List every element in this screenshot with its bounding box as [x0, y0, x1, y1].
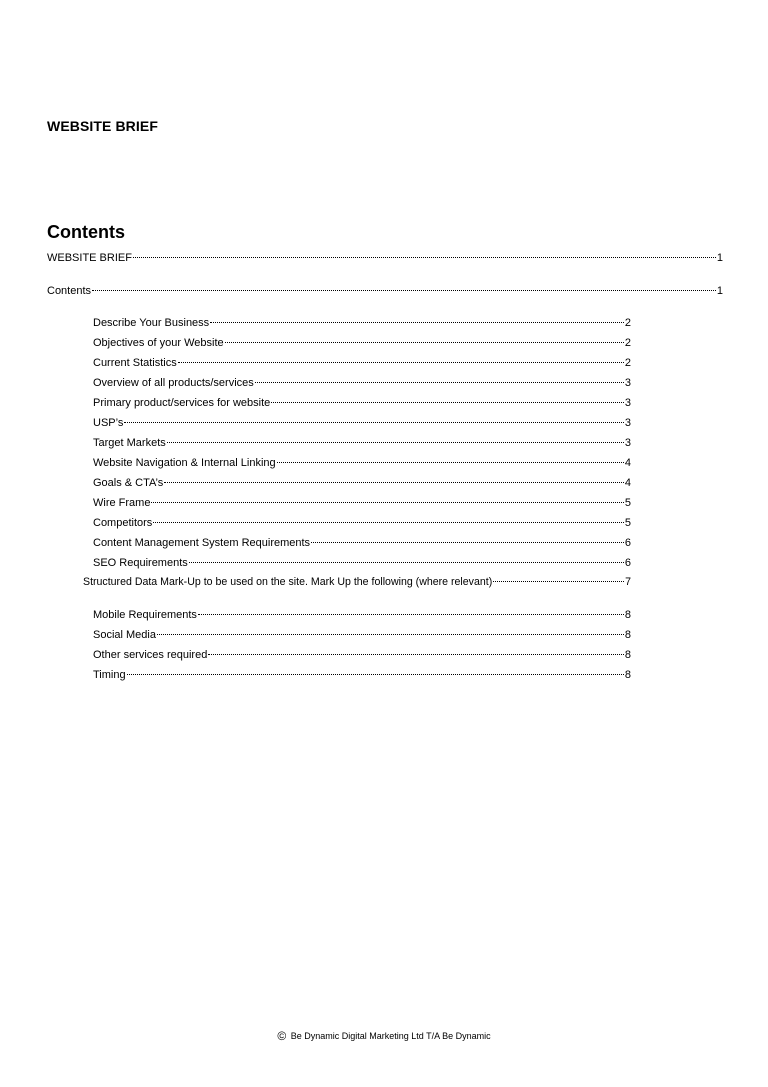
- toc-entry[interactable]: [93, 607, 631, 623]
- toc-entry-label: Content Management System Requirements: [93, 537, 311, 549]
- toc-entry-label: Target Markets: [93, 437, 166, 449]
- toc-dot-leader: [157, 634, 624, 635]
- toc-dot-leader: [189, 562, 624, 563]
- toc-page-number: 8: [624, 629, 631, 641]
- toc-page-number: 1: [716, 285, 723, 297]
- toc-page-number: 4: [624, 457, 631, 469]
- toc-entry[interactable]: [93, 475, 631, 491]
- toc-entry[interactable]: [93, 647, 631, 663]
- toc-entry-label: Wire Frame: [93, 497, 151, 509]
- toc-entry-label: Primary product/services for website: [93, 397, 271, 409]
- toc-page-number: 5: [624, 497, 631, 509]
- toc-entry[interactable]: [93, 555, 631, 571]
- toc-dot-leader: [208, 654, 624, 655]
- toc-entry[interactable]: [93, 335, 631, 351]
- document-title: WEBSITE BRIEF: [47, 118, 158, 134]
- toc-entry[interactable]: [93, 315, 631, 331]
- toc-entry-label: SEO Requirements: [93, 557, 188, 569]
- toc-entry[interactable]: [93, 375, 631, 391]
- toc-entry[interactable]: [93, 495, 631, 511]
- toc-dot-leader: [198, 614, 624, 615]
- toc-entry[interactable]: [93, 515, 631, 531]
- toc-page-number: 6: [624, 557, 631, 569]
- toc-dot-leader: [151, 502, 623, 503]
- toc-page-number: 8: [624, 669, 631, 681]
- toc-entry-label: Goals & CTA’s: [93, 477, 164, 489]
- toc-page-number: 3: [624, 377, 631, 389]
- toc-entry-label: Objectives of your Website: [93, 337, 224, 349]
- toc-page-number: 7: [625, 576, 631, 588]
- toc-entry-label: Current Statistics: [93, 357, 177, 369]
- toc-entry[interactable]: [47, 250, 723, 266]
- toc-entry-label: Mobile Requirements: [93, 609, 197, 621]
- toc-dot-leader: [493, 581, 624, 582]
- toc-entry[interactable]: [93, 667, 631, 683]
- toc-page-number: 8: [624, 609, 631, 621]
- toc-dot-leader: [133, 257, 716, 258]
- toc-entry[interactable]: [93, 415, 631, 431]
- toc-entry[interactable]: [93, 627, 631, 643]
- toc-entry[interactable]: [93, 435, 631, 451]
- toc-page-number: 8: [624, 649, 631, 661]
- toc-dot-leader: [124, 422, 624, 423]
- toc-dot-leader: [92, 290, 716, 291]
- toc-entry[interactable]: [47, 283, 723, 299]
- toc-page-number: 1: [716, 252, 723, 264]
- toc-page-number: 4: [624, 477, 631, 489]
- toc-dot-leader: [255, 382, 624, 383]
- toc-entry-label: Website Navigation & Internal Linking: [93, 457, 276, 469]
- copyright-icon: ©: [277, 1029, 287, 1043]
- toc-dot-leader: [153, 522, 624, 523]
- toc-entry-label: Overview of all products/services: [93, 377, 254, 389]
- toc-entry[interactable]: [93, 355, 631, 371]
- toc-page-number: 2: [624, 317, 631, 329]
- toc-dot-leader: [210, 322, 624, 323]
- toc-entry-label: Other services required: [93, 649, 208, 661]
- toc-entry-label: Contents: [47, 285, 92, 297]
- toc-entry-label: Competitors: [93, 517, 153, 529]
- toc-dot-leader: [311, 542, 624, 543]
- toc-page-number: 2: [624, 357, 631, 369]
- toc-entry-label: USP’s: [93, 417, 124, 429]
- toc-entry-label: Structured Data Mark-Up to be used on the site. Mark Up the following (where relevant): [83, 576, 493, 588]
- toc-dot-leader: [225, 342, 624, 343]
- toc-page-number: 3: [624, 417, 631, 429]
- toc-page-number: 2: [624, 337, 631, 349]
- toc-page-number: 5: [624, 517, 631, 529]
- toc-page-number: 3: [624, 397, 631, 409]
- toc-page-number: 3: [624, 437, 631, 449]
- toc-page-number: 6: [624, 537, 631, 549]
- toc-dot-leader: [178, 362, 624, 363]
- toc-dot-leader: [167, 442, 624, 443]
- footer-text: Be Dynamic Digital Marketing Ltd T/A Be Dynamic: [290, 1031, 491, 1041]
- toc-entry[interactable]: [93, 395, 631, 411]
- toc-entry-label: Timing: [93, 669, 126, 681]
- toc-dot-leader: [164, 482, 624, 483]
- toc-entry-label: Social Media: [93, 629, 156, 641]
- page-footer: [0, 1029, 768, 1043]
- toc-entry-label: WEBSITE BRIEF: [47, 252, 132, 264]
- toc-entry[interactable]: [93, 455, 631, 471]
- toc-dot-leader: [277, 462, 624, 463]
- toc-entry[interactable]: [93, 535, 631, 551]
- toc-entry[interactable]: [83, 574, 631, 590]
- toc-dot-leader: [271, 402, 624, 403]
- toc-entry-label: Describe Your Business: [93, 317, 210, 329]
- toc-dot-leader: [127, 674, 624, 675]
- contents-heading: Contents: [47, 222, 125, 242]
